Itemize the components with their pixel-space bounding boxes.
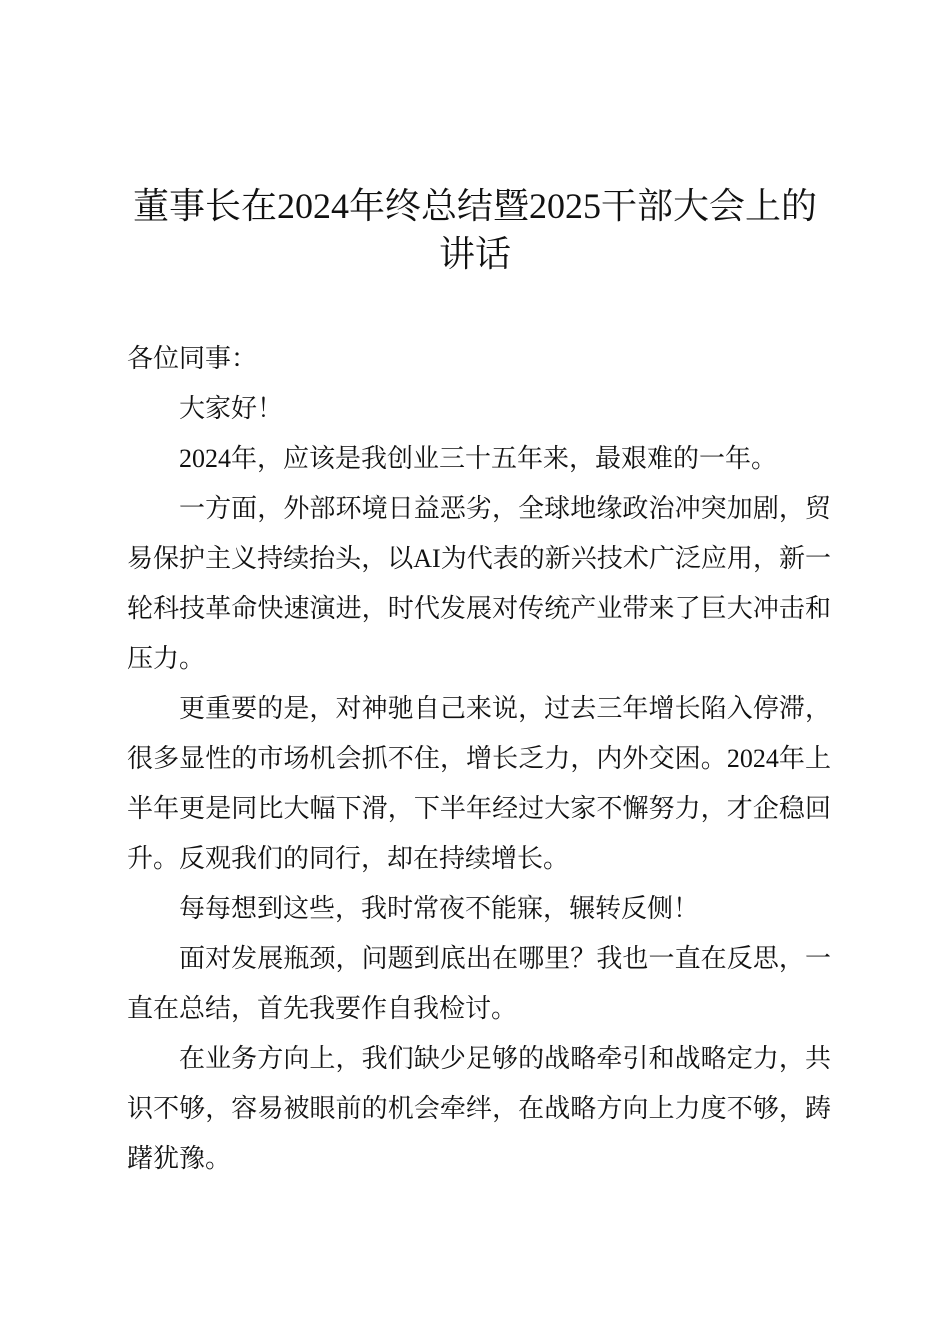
text-line: 易保护主义持续抬头，以AI为代表的新兴技术广泛应用，新一: [127, 544, 831, 573]
text-line: 一方面，外部环境日益恶劣，全球地缘政治冲突加剧，贸: [179, 494, 831, 523]
text-line: 在业务方向上，我们缺少足够的战略牵引和战略定力，共: [179, 1044, 831, 1073]
title-line: 讲话: [438, 234, 511, 274]
text-line: 很多显性的市场机会抓不住，增长乏力，内外交困。2024年上: [127, 744, 831, 773]
text-line: 躇犹豫。: [127, 1144, 232, 1173]
text-line: 直在总结，首先我要作自我检讨。: [127, 994, 518, 1023]
title-line: 董事长在2024年终总结暨2025干部大会上的: [132, 186, 817, 226]
text-line: 大家好！: [179, 394, 284, 423]
text-line: 更重要的是，对神驰自己来说，过去三年增长陷入停滞，: [179, 694, 831, 723]
text-line: 2024年，应该是我创业三十五年来，最艰难的一年。: [179, 444, 778, 473]
text-line: 识不够，容易被眼前的机会牵绊，在战略方向上力度不够，踌: [127, 1094, 831, 1123]
text-line: 每每想到这些，我时常夜不能寐，辗转反侧！: [179, 894, 700, 923]
document-body: [127, 334, 831, 1184]
text-line: 半年更是同比大幅下滑，下半年经过大家不懈努力，才企稳回: [127, 794, 831, 823]
document-title: [100, 182, 850, 278]
text-line: 轮科技革命快速演进，时代发展对传统产业带来了巨大冲击和: [127, 594, 831, 623]
text-line: 面对发展瓶颈，问题到底出在哪里？我也一直在反思，一: [179, 944, 831, 973]
text-line: 压力。: [127, 644, 206, 673]
text-line: 升。反观我们的同行，却在持续增长。: [127, 844, 570, 873]
text-line: 各位同事：: [127, 344, 258, 373]
